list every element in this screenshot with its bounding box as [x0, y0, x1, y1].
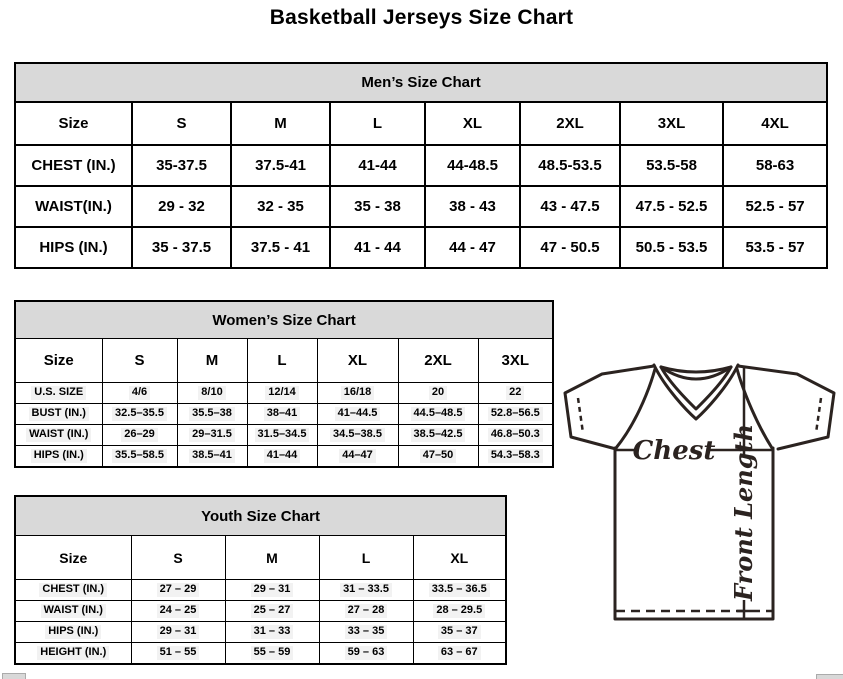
table-cell: 32 - 35 — [231, 186, 330, 227]
table-cell: 34.5–38.5 — [317, 425, 398, 446]
table-cell: 31 – 33.5 — [319, 580, 413, 601]
row-label: HEIGHT (IN.) — [15, 643, 131, 664]
table-cell: 29–31.5 — [177, 425, 247, 446]
table-cell: 25 – 27 — [225, 601, 319, 622]
table-cell: 37.5 - 41 — [231, 227, 330, 268]
womens-chart-title: Women’s Size Chart — [15, 301, 553, 339]
left-cuff-dashed-line — [578, 398, 583, 433]
womens-col-header-size: Size — [15, 339, 102, 383]
row-label: HIPS (IN.) — [15, 622, 131, 643]
table-cell: 26–29 — [102, 425, 177, 446]
jersey-measurement-diagram — [556, 360, 843, 632]
table-cell: 29 - 32 — [132, 186, 231, 227]
table-cell: 31 – 33 — [225, 622, 319, 643]
table-cell: 63 – 67 — [413, 643, 506, 664]
row-label: WAIST (IN.) — [15, 425, 102, 446]
table-cell: 4/6 — [102, 383, 177, 404]
jersey-collar-top-arc — [661, 367, 731, 372]
youth-waist-row — [15, 601, 506, 622]
table-cell: 46.8–50.3 — [478, 425, 553, 446]
table-cell: 43 - 47.5 — [520, 186, 620, 227]
row-label: WAIST(IN.) — [15, 186, 132, 227]
womens-ussize-row — [15, 383, 553, 404]
table-cell: 59 – 63 — [319, 643, 413, 664]
mens-header-row — [15, 102, 827, 145]
table-cell: 47.5 - 52.5 — [620, 186, 723, 227]
jersey-diagram-svg — [556, 360, 843, 632]
clipped-ui-fragment-left — [2, 673, 26, 679]
chest-label: Chest — [632, 436, 716, 466]
mens-col-header-3xl: 3XL — [620, 102, 723, 145]
womens-waist-row — [15, 425, 553, 446]
womens-col-header-s: S — [102, 339, 177, 383]
page-title: Basketball Jerseys Size Chart — [269, 6, 574, 29]
table-cell: 33 – 35 — [319, 622, 413, 643]
womens-col-header-3xl: 3XL — [478, 339, 553, 383]
mens-col-header-4xl: 4XL — [723, 102, 827, 145]
youth-chart-title: Youth Size Chart — [15, 496, 506, 536]
table-cell: 8/10 — [177, 383, 247, 404]
mens-chest-row — [15, 145, 827, 186]
table-cell: 35.5–38 — [177, 404, 247, 425]
table-cell: 38–41 — [247, 404, 317, 425]
table-cell: 51 – 55 — [131, 643, 225, 664]
table-cell: 38.5–42.5 — [398, 425, 478, 446]
table-cell: 35.5–58.5 — [102, 446, 177, 467]
youth-hips-row — [15, 622, 506, 643]
row-label: BUST (IN.) — [15, 404, 102, 425]
youth-col-header-m: M — [225, 536, 319, 580]
table-cell: 53.5-58 — [620, 145, 723, 186]
table-cell: 58-63 — [723, 145, 827, 186]
table-cell: 44.5–48.5 — [398, 404, 478, 425]
row-label: CHEST (IN.) — [15, 145, 132, 186]
table-cell: 41–44.5 — [317, 404, 398, 425]
mens-hips-row — [15, 227, 827, 268]
table-cell: 35-37.5 — [132, 145, 231, 186]
table-cell: 50.5 - 53.5 — [620, 227, 723, 268]
front-length-label: Front Length — [729, 423, 758, 601]
row-label: CHEST (IN.) — [15, 580, 131, 601]
table-cell: 53.5 - 57 — [723, 227, 827, 268]
mens-col-header-l: L — [330, 102, 425, 145]
table-cell: 29 – 31 — [131, 622, 225, 643]
table-cell: 12/14 — [247, 383, 317, 404]
youth-chest-row — [15, 580, 506, 601]
table-cell: 41 - 44 — [330, 227, 425, 268]
table-cell: 35 - 37.5 — [132, 227, 231, 268]
table-cell: 47 - 50.5 — [520, 227, 620, 268]
table-cell: 20 — [398, 383, 478, 404]
table-cell: 24 – 25 — [131, 601, 225, 622]
table-cell: 41–44 — [247, 446, 317, 467]
youth-header-row — [15, 536, 506, 580]
mens-col-header-s: S — [132, 102, 231, 145]
youth-col-header-l: L — [319, 536, 413, 580]
table-cell: 22 — [478, 383, 553, 404]
womens-hips-row — [15, 446, 553, 467]
table-cell: 52.8–56.5 — [478, 404, 553, 425]
mens-chart-title: Men’s Size Chart — [15, 63, 827, 102]
womens-col-header-2xl: 2XL — [398, 339, 478, 383]
table-cell: 41-44 — [330, 145, 425, 186]
mens-col-header-m: M — [231, 102, 330, 145]
row-label: HIPS (IN.) — [15, 446, 102, 467]
table-cell: 37.5-41 — [231, 145, 330, 186]
womens-col-header-xl: XL — [317, 339, 398, 383]
table-cell: 28 – 29.5 — [413, 601, 506, 622]
table-cell: 38 - 43 — [425, 186, 520, 227]
table-cell: 32.5–35.5 — [102, 404, 177, 425]
youth-col-header-s: S — [131, 536, 225, 580]
youth-col-header-size: Size — [15, 536, 131, 580]
womens-col-header-l: L — [247, 339, 317, 383]
table-cell: 44–47 — [317, 446, 398, 467]
table-cell: 44-48.5 — [425, 145, 520, 186]
table-cell: 33.5 – 36.5 — [413, 580, 506, 601]
table-cell: 29 – 31 — [225, 580, 319, 601]
table-cell: 38.5–41 — [177, 446, 247, 467]
mens-col-header-size: Size — [15, 102, 132, 145]
row-label: U.S. SIZE — [15, 383, 102, 404]
table-cell: 55 – 59 — [225, 643, 319, 664]
youth-size-chart-table — [14, 495, 507, 665]
table-cell: 52.5 - 57 — [723, 186, 827, 227]
right-cuff-dashed-line — [816, 398, 821, 433]
table-cell: 48.5-53.5 — [520, 145, 620, 186]
womens-col-header-m: M — [177, 339, 247, 383]
row-label: HIPS (IN.) — [15, 227, 132, 268]
table-cell: 47–50 — [398, 446, 478, 467]
table-cell: 16/18 — [317, 383, 398, 404]
clipped-ui-fragment-right — [816, 674, 843, 679]
table-cell: 44 - 47 — [425, 227, 520, 268]
womens-size-chart-table — [14, 300, 554, 468]
womens-header-row — [15, 339, 553, 383]
mens-col-header-2xl: 2XL — [520, 102, 620, 145]
row-label: WAIST (IN.) — [15, 601, 131, 622]
mens-size-chart-table — [14, 62, 828, 269]
youth-height-row — [15, 643, 506, 664]
table-cell: 35 - 38 — [330, 186, 425, 227]
mens-waist-row — [15, 186, 827, 227]
table-cell: 31.5–34.5 — [247, 425, 317, 446]
table-cell: 27 – 28 — [319, 601, 413, 622]
table-cell: 27 – 29 — [131, 580, 225, 601]
mens-col-header-xl: XL — [425, 102, 520, 145]
table-cell: 54.3–58.3 — [478, 446, 553, 467]
youth-col-header-xl: XL — [413, 536, 506, 580]
table-cell: 35 – 37 — [413, 622, 506, 643]
womens-bust-row — [15, 404, 553, 425]
